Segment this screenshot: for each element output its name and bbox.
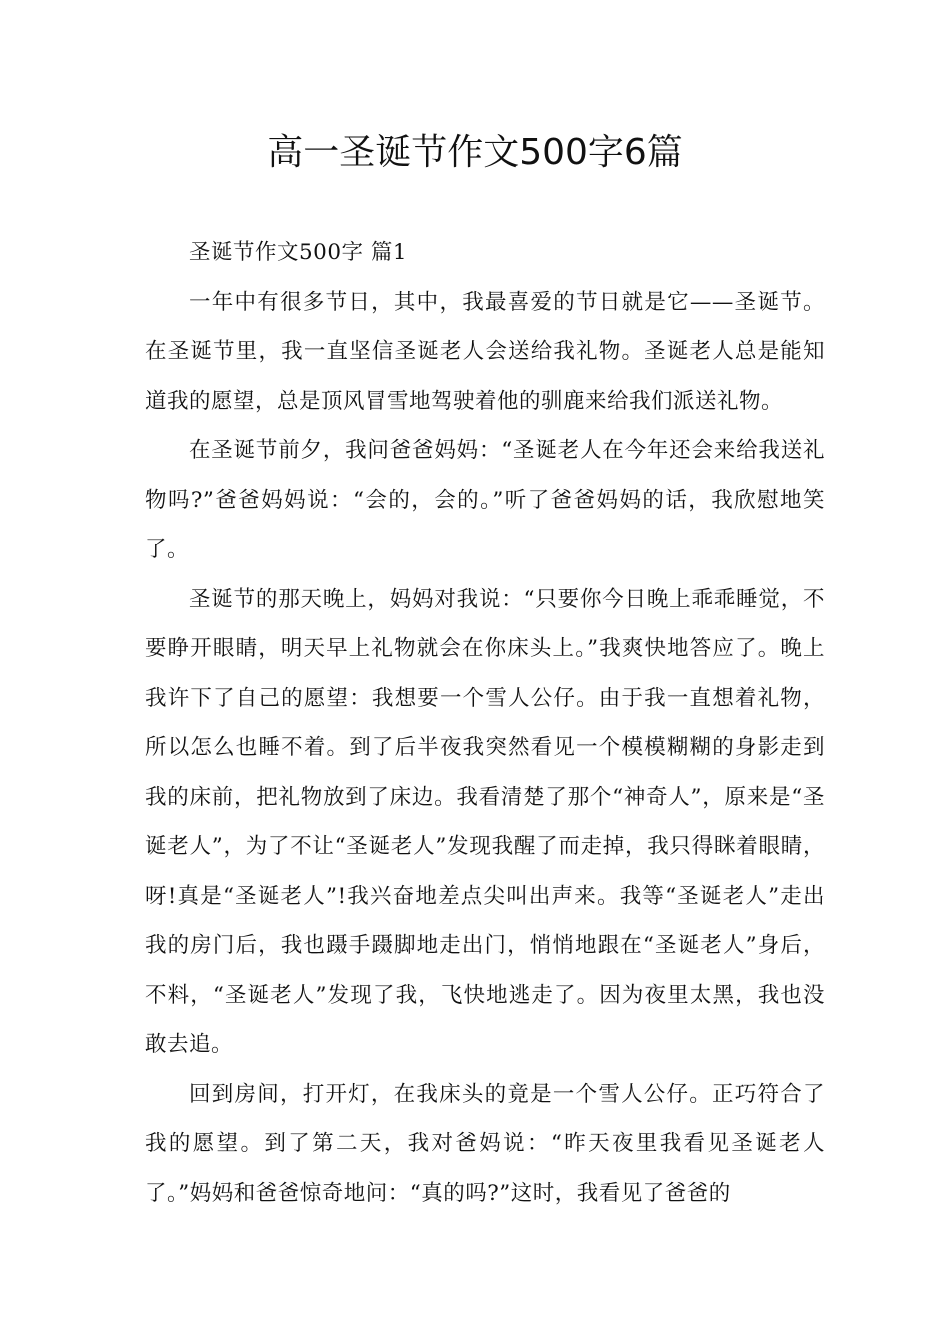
- paragraph: 圣诞节的那天晚上，妈妈对我说：“只要你今日晚上乖乖睡觉，不要睁开眼睛，明天早上礼物就会在你床头上。”我爽快地答应了。晚上我许下了自己的愿望：我想要一个雪人公仔。由于我一直想着礼物，所以怎么也睡不着。到了后半夜我突然看见一个模模糊糊的身影走到我的床前，把礼物放到了床边。我看清楚了那个“神奇人”，原来是“圣诞老人”，为了不让“圣诞老人”发现我醒了而走掉，我只得眯着眼睛，呀!真是“圣诞老人”!我兴奋地差点尖叫出声来。我等“圣诞老人”走出我的房门后，我也蹑手蹑脚地走出门，悄悄地跟在“圣诞老人”身后，不料，“圣诞老人”发现了我，飞快地逃走了。因为夜里太黑，我也没敢去追。: [145, 586, 825, 1057]
- paragraph: 回到房间，打开灯，在我床头的竟是一个雪人公仔。正巧符合了我的愿望。到了第二天，我对爸妈说：“昨天夜里我看见圣诞老人了。”妈妈和爸爸惊奇地问：“真的吗?”这时，我看见了爸爸的: [145, 1081, 825, 1206]
- document-title: 高一圣诞节作文500字6篇: [267, 132, 683, 173]
- paragraph: 一年中有很多节日，其中，我最喜爱的节日就是它——圣诞节。在圣诞节里，我一直坚信圣诞老人会送给我礼物。圣诞老人总是能知道我的愿望，总是顶风冒雪地驾驶着他的驯鹿来给我们派送礼物。: [145, 289, 825, 414]
- section-heading: 圣诞节作文500字 篇1: [189, 240, 408, 265]
- paragraph: 在圣诞节前夕，我问爸爸妈妈：“圣诞老人在今年还会来给我送礼物吗?”爸爸妈妈说：“会的，会的。”听了爸爸妈妈的话，我欣慰地笑了。: [145, 438, 825, 562]
- document-body: [145, 228, 825, 1218]
